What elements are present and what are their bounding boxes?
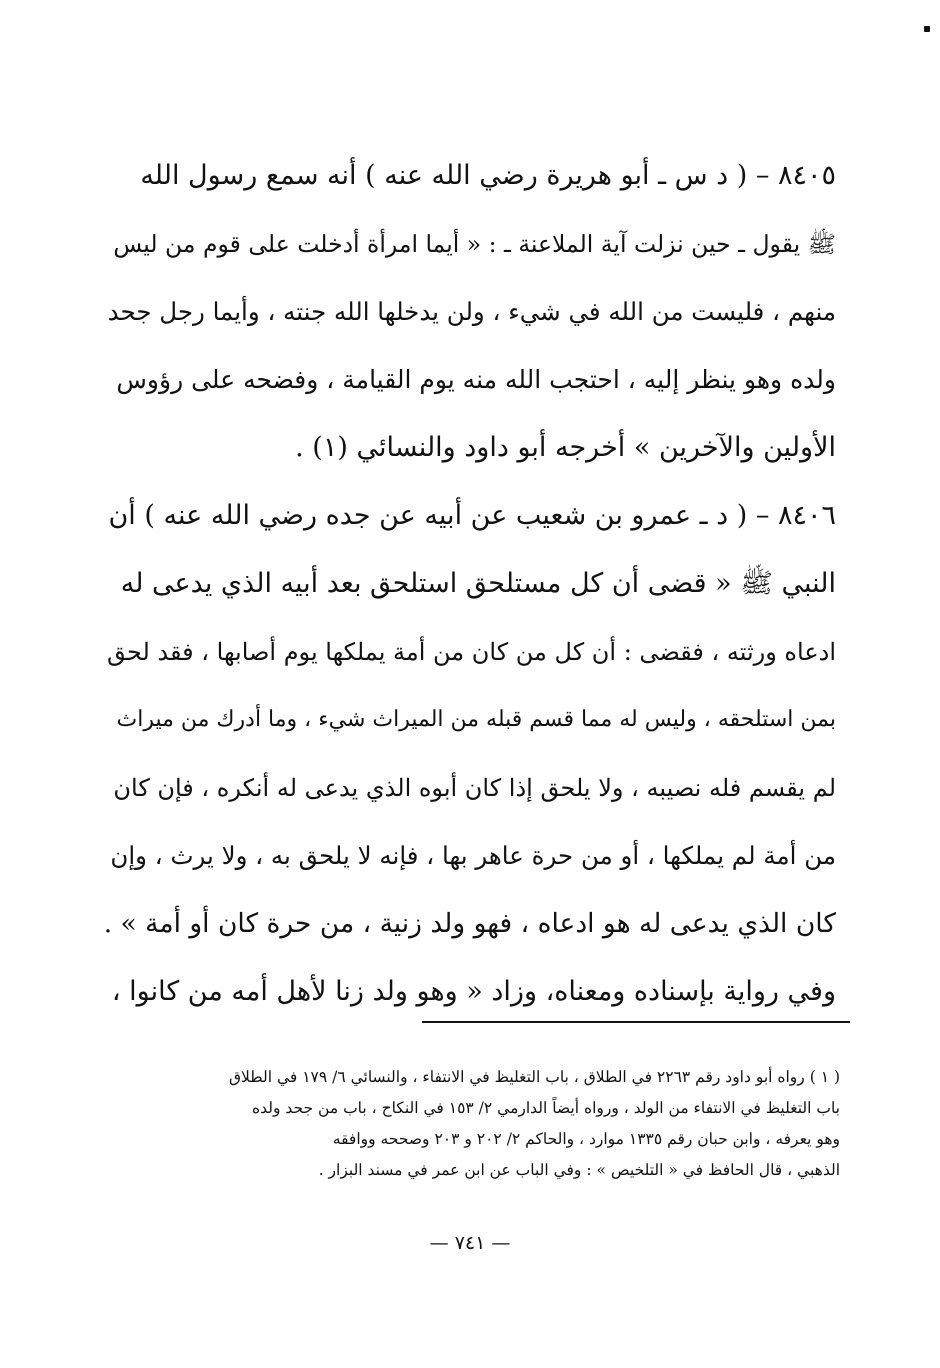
footnote-line-3: وهو يعرفه ، وابن حبان رقم ١٣٣٥ موارد ، والحاكم ٢/ ٢٠٢ و ٢٠٣ وصححه ووافقه — [332, 1130, 840, 1148]
hadith-8406-line-2: النبي ﷺ « قضى أن كل مستلحق استلحق بعد أبيه الذي يدعى له — [120, 568, 836, 599]
hadith-8406-line-4: بمن استلحقه ، وليس له مما قسم قبله من الميراث شيء ، وما أدرك من ميراث — [116, 707, 836, 732]
hadith-8405-line-4: ولده وهو ينظر إليه ، احتجب الله منه يوم القيامة ، وفضحه على رؤوس — [116, 365, 836, 394]
hadith-8406-line-5: لم يقسم فله نصيبه ، ولا يلحق إذا كان أبوه الذي يدعى له أنكره ، فإن كان — [113, 774, 836, 802]
page-number: — ٧٤١ — — [429, 1232, 511, 1254]
hadith-8406-line-6: من أمة لم يملكها ، أو من حرة عاهر بها ، فإنه لا يلحق به ، ولا يرث ، وإن — [110, 841, 836, 870]
hadith-8405-line-2: ﷺ يقول ـ حين نزلت آية الملاعنة ـ : « أيما امرأة أدخلت على قوم من ليس — [113, 230, 836, 258]
riwaya-line: وفي رواية بإسناده ومعناه، وزاد « وهو ولد زنا لأهل أمه من كانوا ، — [111, 976, 836, 1007]
hadith-8406-line-3: ادعاه ورثته ، فقضى : أن كل من كان من أمة يملكها يوم أصابها ، فقد لحق — [106, 638, 836, 666]
hadith-8405-line-1: ٨٤٠٥ – ( د س ـ أبو هريرة رضي الله عنه ) أنه سمع رسول الله — [140, 160, 836, 191]
footnote-line-4: الذهبي ، قال الحافظ في « التلخيص » : وفي الباب عن ابن عمر في مسند البزار . — [318, 1161, 840, 1179]
footnotes — [100, 1062, 840, 1186]
main-text — [104, 142, 836, 1026]
footnote-line-1: ( ١ ) رواه أبو داود رقم ٢٢٦٣ في الطلاق ، باب التغليظ في الانتفاء ، والنسائي ٦/ ١٧٩ في الطلاق — [229, 1068, 840, 1086]
footnote-line-2: باب التغليظ في الانتفاء من الولد ، ورواه أيضاً الدارمي ٢/ ١٥٣ في النكاح ، باب من جحد ولده — [252, 1099, 840, 1117]
scan-mark — [924, 26, 930, 32]
hadith-8406-line-7: كان الذي يدعى له هو ادعاه ، فهو ولد زنية ، من حرة كان أو أمة » . — [104, 908, 836, 939]
footnote-divider — [422, 1021, 850, 1023]
hadith-8405-line-5: الأولين والآخرين » أخرجه أبو داود والنسائي (١) . — [295, 432, 836, 463]
hadith-8405-line-3: منهم ، فليست من الله في شيء ، ولن يدخلها الله جنته ، وأيما رجل جحد — [107, 297, 836, 326]
hadith-8406-line-1: ٨٤٠٦ – ( د ـ عمرو بن شعيب عن أبيه عن جده رضي الله عنه ) أن — [108, 500, 836, 531]
